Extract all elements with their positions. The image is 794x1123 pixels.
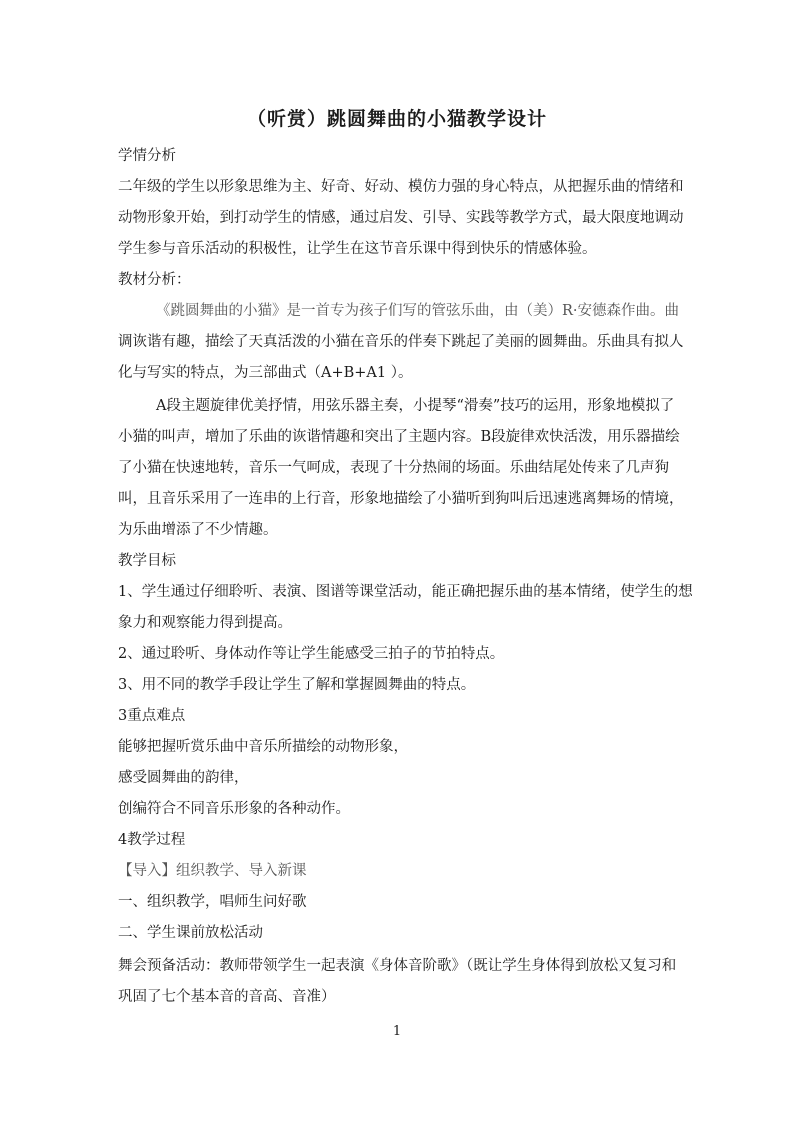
section-intro-label: 【导入】组织教学、导入新课 <box>118 863 307 879</box>
heading-teaching-goals: 教学目标 <box>118 553 176 569</box>
heading-key-points: 3重点难点 <box>118 708 186 724</box>
paragraph-line: 了小猫在快速地转，音乐一气呵成，表现了十分热闹的场面。乐曲结尾处传来了几声狗 <box>118 460 669 476</box>
paragraph-line: 为乐曲增添了不少情趣。 <box>118 522 278 538</box>
document-title: （听赏）跳圆舞曲的小猫教学设计 <box>246 108 547 130</box>
paragraph-line: 化与写实的特点，为三部曲式（A+B+A1 ）。 <box>118 365 413 381</box>
list-item: 1、学生通过仔细聆听、表演、图谱等课堂活动，能正确把握乐曲的基本情绪，使学生的想 <box>118 584 693 600</box>
heading-learner-analysis: 学情分析 <box>118 148 176 164</box>
paragraph-line: 一、组织教学，唱师生问好歌 <box>118 894 307 910</box>
heading-teaching-process: 4教学过程 <box>118 832 186 848</box>
page-number: 1 <box>392 1024 402 1039</box>
paragraph-line: 感受圆舞曲的韵律， <box>118 770 249 786</box>
paragraph-line: 巩固了七个基本音的音高、音准） <box>118 989 336 1005</box>
paragraph-line: 《跳圆舞曲的小猫》是一首专为孩子们写的管弦乐曲，由（美）R·安德森作曲。曲 <box>156 303 680 319</box>
paragraph-line: 调诙谐有趣，描绘了天真活泼的小猫在音乐的伴奏下跳起了美丽的圆舞曲。乐曲具有拟人 <box>118 334 684 350</box>
paragraph-line: 能够把握听赏乐曲中音乐所描绘的动物形象， <box>118 739 408 755</box>
paragraph-line: 小猫的叫声，增加了乐曲的诙谐情趣和突出了主题内容。B段旋律欢快活泼，用乐器描绘 <box>118 429 680 445</box>
paragraph-line: 二年级的学生以形象思维为主、好奇、好动、模仿力强的身心特点，从把握乐曲的情绪和 <box>118 179 684 195</box>
paragraph-line: 创编符合不同音乐形象的各种动作。 <box>118 801 350 817</box>
paragraph-line: 动物形象开始，到打动学生的情感，通过启发、引导、实践等教学方式，最大限度地调动 <box>118 210 684 226</box>
list-item: 3、用不同的教学手段让学生了解和掌握圆舞曲的特点。 <box>118 677 476 693</box>
paragraph-line: 二、学生课前放松活动 <box>118 925 263 941</box>
paragraph-line: 学生参与音乐活动的积极性，让学生在这节音乐课中得到快乐的情感体验。 <box>118 241 597 257</box>
list-item-continuation: 象力和观察能力得到提高。 <box>118 615 292 631</box>
heading-material-analysis: 教材分析： <box>118 272 191 288</box>
paragraph-line: 舞会预备活动：教师带领学生一起表演《身体音阶歌》（既让学生身体得到放松又复习和 <box>118 958 677 974</box>
paragraph-line: A段主题旋律优美抒情，用弦乐器主奏，小提琴“滑奏”技巧的运用，形象地模拟了 <box>156 398 675 414</box>
paragraph-line: 叫，且音乐采用了一连串的上行音，形象地描绘了小猫听到狗叫后迅速逃离舞场的情境， <box>118 491 684 507</box>
list-item: 2、通过聆听、身体动作等让学生能感受三拍子的节拍特点。 <box>118 646 505 662</box>
